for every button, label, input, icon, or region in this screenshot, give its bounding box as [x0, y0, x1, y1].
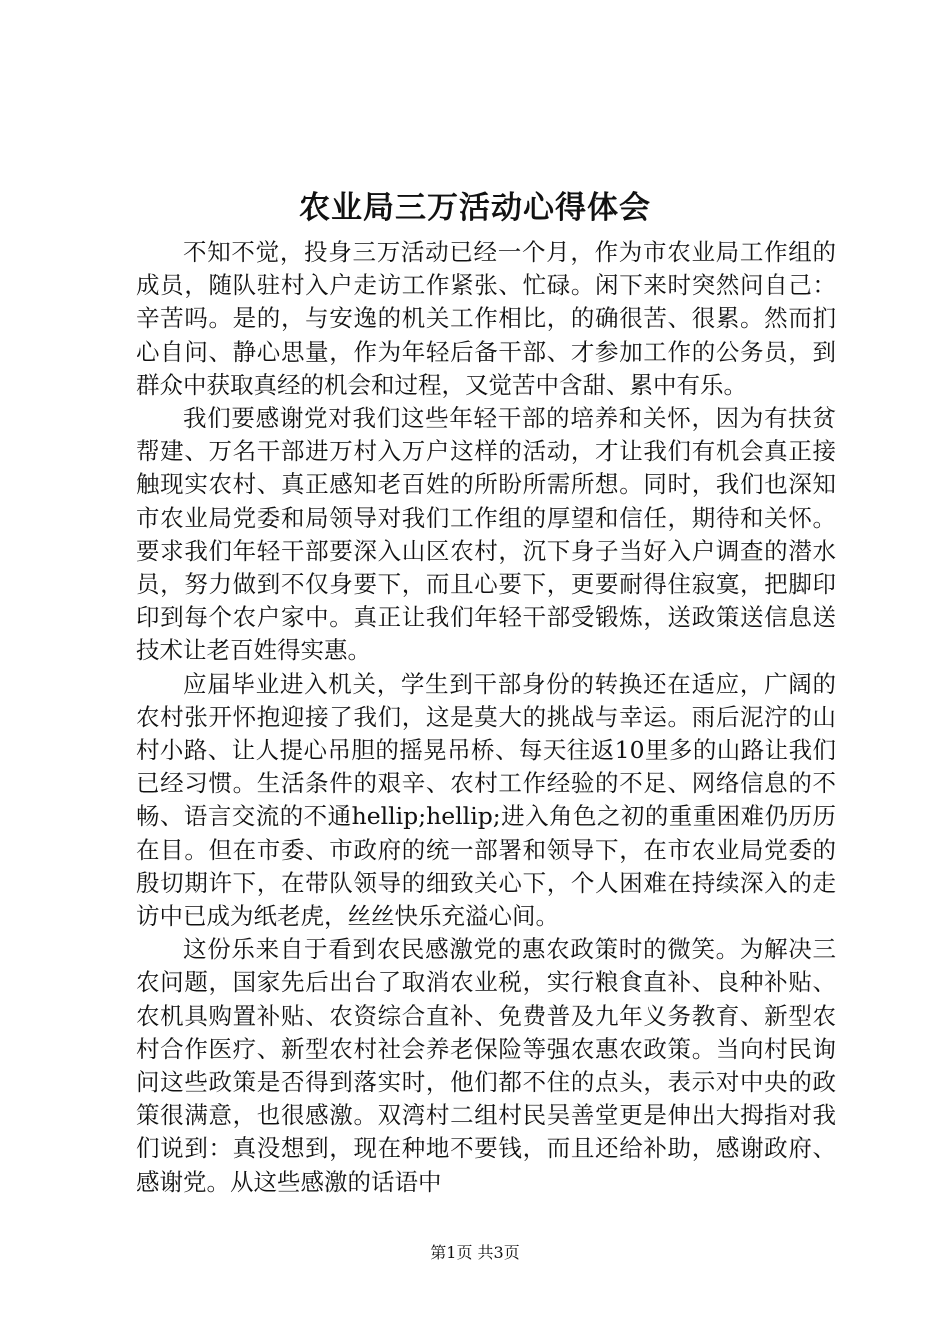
paragraph: 应届毕业进入机关，学生到干部身份的转换还在适应，广阔的农村张开怀抱迎接了我们，这是莫大的挑战与幸运。雨后泥泞的山村小路、让人提心吊胆的摇晃吊桥、每天往返10里多的山路让我们已经习惯。生活条件的艰辛、农村工作经验的不足、网络信息的不畅、语言交流的不通hellip;hellip;进入角色之初的重重困难仍历历在目。但在市委、市政府的统一部署和领导下，在市农业局党委的殷切期许下，在带队领导的细致关心下，个人困难在持续深入的走访中已成为纸老虎，丝丝快乐充溢心间。 — [136, 669, 836, 931]
document-title: 农业局三万活动心得体会 — [299, 190, 651, 226]
page-number-footer: 第1页 共3页 — [430, 1243, 520, 1262]
document-body — [136, 236, 836, 1199]
paragraph: 不知不觉，投身三万活动已经一个月，作为市农业局工作组的成员，随队驻村入户走访工作紧张、忙碌。闲下来时突然问自己：辛苦吗。是的，与安逸的机关工作相比，的确很苦、很累。然而扪心自问、静心思量，作为年轻后备干部、才参加工作的公务员，到群众中获取真经的机会和过程，又觉苦中含甜、累中有乐。 — [136, 238, 836, 399]
paragraph: 我们要感谢党对我们这些年轻干部的培养和关怀，因为有扶贫帮建、万名干部进万村入万户这样的活动，才让我们有机会真正接触现实农村、真正感知老百姓的所盼所需所想。同时，我们也深知市农业局党委和局领导对我们工作组的厚望和信任，期待和关怀。要求我们年轻干部要深入山区农村，沉下身子当好入户调查的潜水员，努力做到不仅身要下，而且心要下，更要耐得住寂寞，把脚印印到每个农户家中。真正让我们年轻干部受锻炼，送政策送信息送技术让老百姓得实惠。 — [136, 404, 836, 665]
paragraph: 这份乐来自于看到农民感激党的惠农政策时的微笑。为解决三农问题，国家先后出台了取消农业税，实行粮食直补、良种补贴、农机具购置补贴、农资综合直补、免费普及九年义务教育、新型农村合作医疗、新型农村社会养老保险等强农惠农政策。当向村民询问这些政策是否得到落实时，他们都不住的点头，表示对中央的政策很满意，也很感激。双湾村二组村民吴善堂更是伸出大拇指对我们说到：真没想到，现在种地不要钱，而且还给补助，感谢政府、感谢党。从这些感激的话语中 — [136, 935, 836, 1196]
